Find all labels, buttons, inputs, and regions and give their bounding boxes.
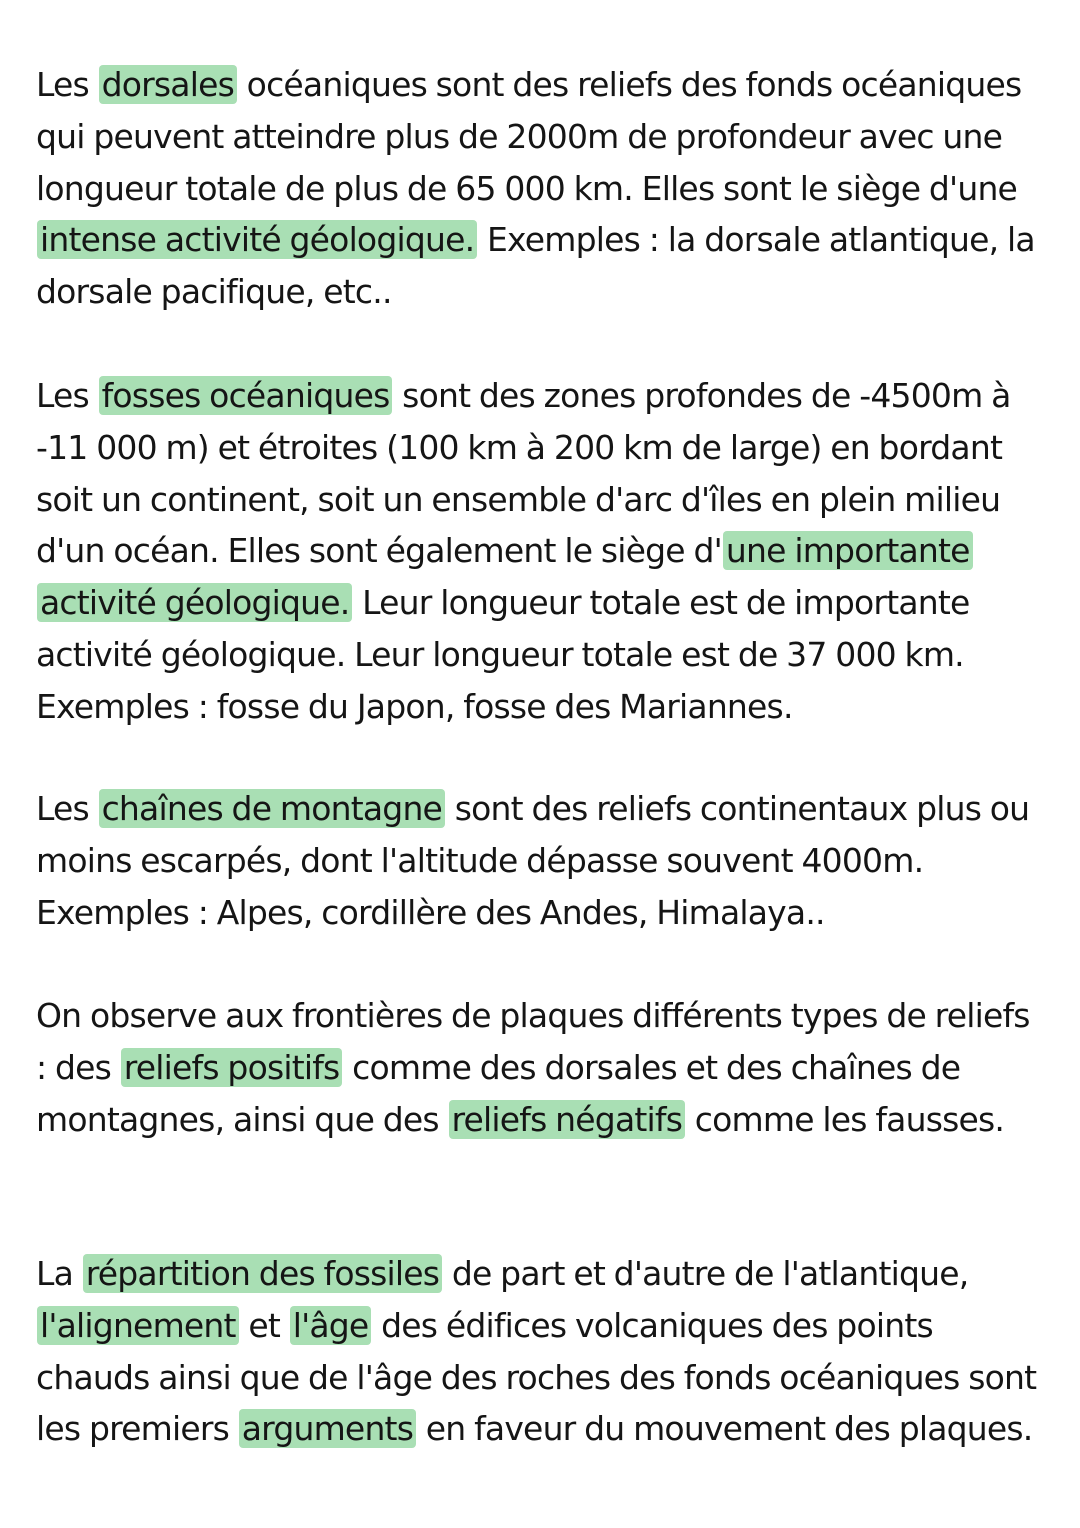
text-segment: et <box>239 1305 289 1345</box>
text-segment: Les <box>36 789 98 828</box>
text-segment: de part et d'autre de l'atlantique, <box>443 1254 969 1293</box>
highlighted-term: intense activité géologique. <box>37 220 477 259</box>
text-segment: comme des dorsales et des chaînes de montagnes, ainsi que des <box>36 1047 961 1139</box>
paragraph-chaines <box>36 783 1046 938</box>
highlighted-term: dorsales <box>99 65 237 104</box>
text-segment: Exemples : la dorsale atlantique, la dorsale pacifique, etc.. <box>36 220 1035 312</box>
text-segment: Les <box>36 65 98 104</box>
highlighted-term: reliefs positifs <box>121 1048 343 1087</box>
highlighted-term: l'alignement <box>37 1306 239 1345</box>
text-segment: en faveur du mouvement des plaques. <box>417 1409 1033 1449</box>
highlighted-term: chaînes de montagne <box>99 789 445 828</box>
text-segment: La <box>36 1254 82 1293</box>
text-segment: Les <box>36 376 98 415</box>
text-segment: Leur longueur totale est de importante activité géologique. Leur longueur totale est de 37 000 km. Exemples : fosse du Japon, fosse des Mariannes. <box>36 583 970 726</box>
highlighted-term: une importante activité géologique. <box>37 531 973 622</box>
highlighted-term: arguments <box>239 1409 416 1448</box>
text-segment: comme les fausses. <box>686 1099 1005 1139</box>
paragraph-fosses <box>36 370 1046 733</box>
text-segment: sont des zones profondes de -4500m à -11 000 m) et étroites (100 km à 200 km de large) en bordant soit un continent, soit un ensemble d'arc d'îles en plein milieu d'un océan. Elles sont également le siège d' <box>36 376 1011 571</box>
text-segment: sont des reliefs continentaux plus ou moins escarpés, dont l'altitude dépasse souvent 4000m. Exemples : Alpes, cordillère des Andes, Himalaya.. <box>36 789 1030 932</box>
paragraph-arguments <box>36 1248 1046 1455</box>
highlighted-term: reliefs négatifs <box>449 1100 686 1139</box>
text-segment: On observe aux frontières de plaques différents types de reliefs : des <box>36 996 1030 1087</box>
highlighted-term: fosses océaniques <box>99 376 393 415</box>
highlighted-term: l'âge <box>290 1306 372 1345</box>
highlighted-term: répartition des fossiles <box>83 1254 442 1293</box>
paragraph-dorsales <box>36 59 1046 318</box>
text-segment: des édifices volcaniques des points chauds ainsi que de l'âge des roches des fonds océaniques sont les premiers <box>36 1305 1037 1449</box>
text-segment: océaniques sont des reliefs des fonds océaniques qui peuvent atteindre plus de 2000m de profondeur avec une longueur totale de plus de 65 000 km. Elles sont le siège d'une <box>36 65 1022 208</box>
paragraph-reliefs <box>36 990 1046 1145</box>
